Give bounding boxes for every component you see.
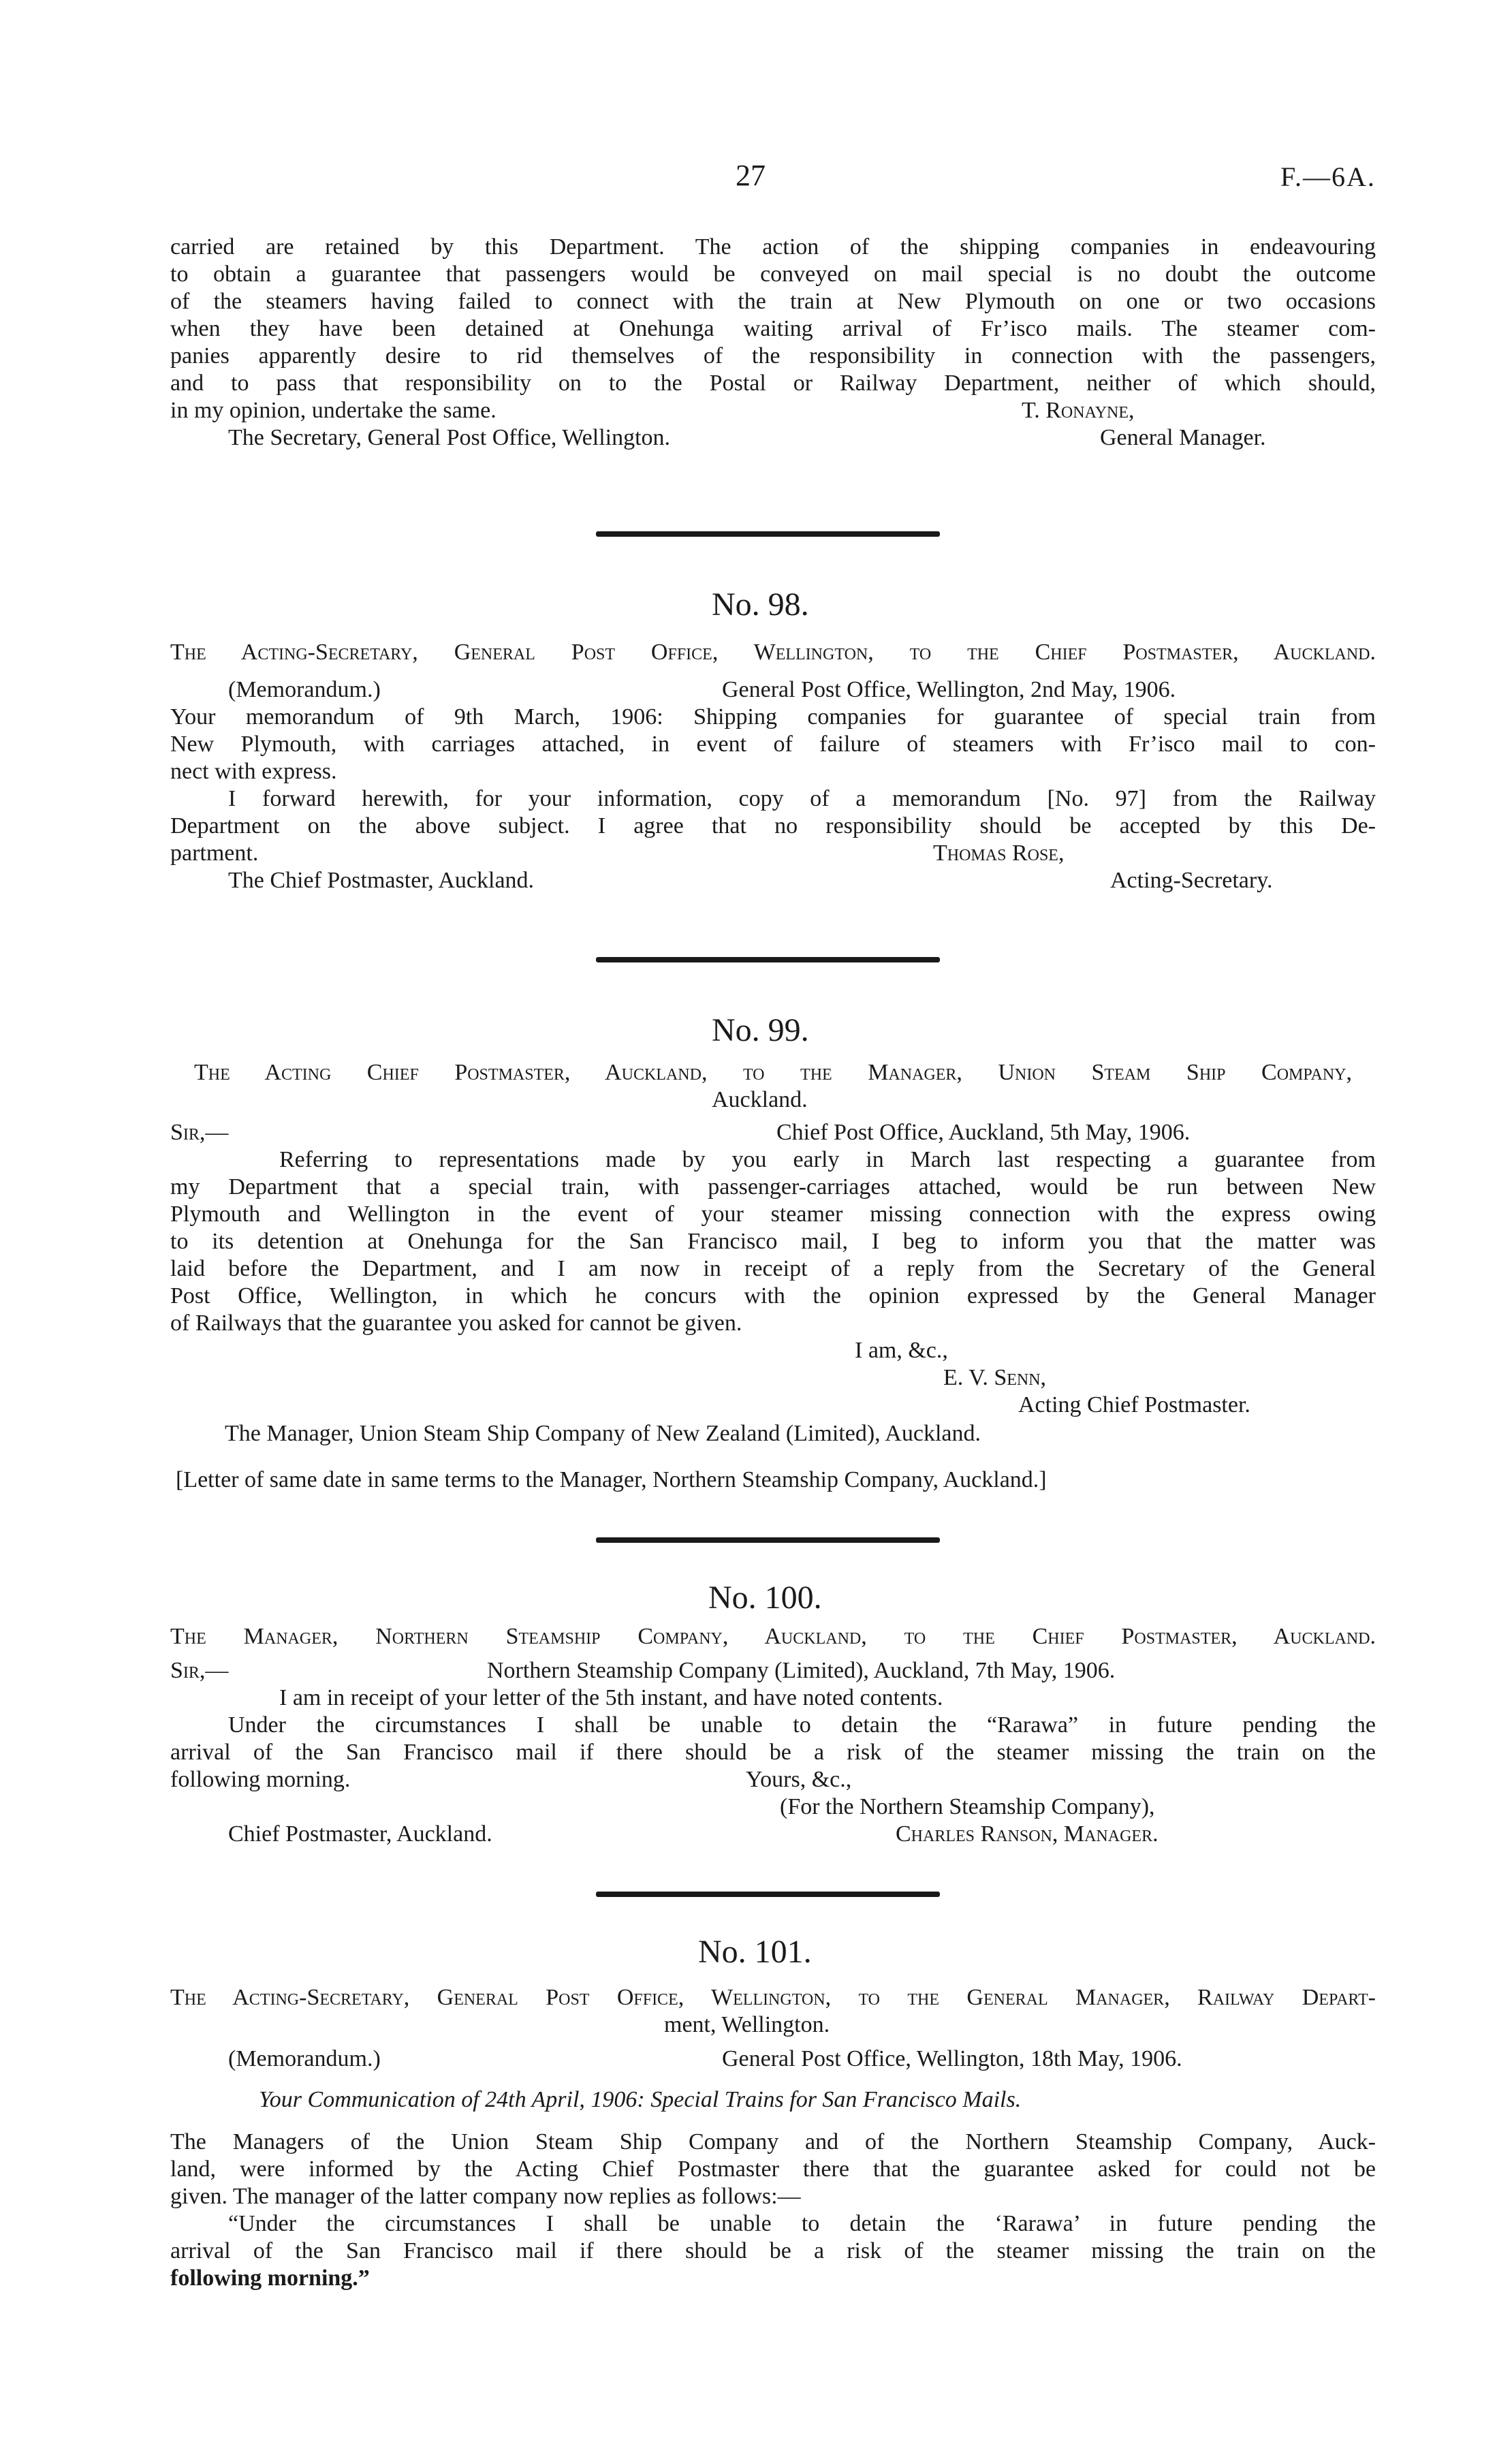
intro-addressee: The Secretary, General Post Office, Wellington. [228,425,671,450]
no99-line-6: Post Office, Wellington, in which he concurs with the opinion expressed by the General Manager [170,1283,1376,1308]
no101-line-2: land, were informed by the Acting Chief Postmaster there that the guarantee asked for could not be [170,2157,1376,2182]
intro-line-7: in my opinion, undertake the same. [170,398,497,423]
no99-addressee: The Manager, Union Steam Ship Company of New Zealand (Limited), Auckland. [225,1421,981,1446]
no98-title: No. 98. [712,586,809,623]
no100-title: No. 100. [708,1580,822,1616]
section-divider [596,1892,940,1897]
no99-signatory: E. V. Senn, [943,1365,1047,1390]
no99-line-1: Referring to representations made by you early in March last respecting a guarantee from [279,1147,1376,1172]
intro-line-1: carried are retained by this Department. The action of the shipping companies in endeavouring [170,234,1376,260]
intro-line-4: when they have been detained at Onehunga waiting arrival of Fr’isco mails. The steamer com- [170,316,1376,341]
no98-line-1: Your memorandum of 9th March, 1906: Shipping companies for guarantee of special train from [170,704,1376,730]
intro-signatory-title: General Manager. [1100,425,1266,450]
no98-signatory: Thomas Rose, [933,841,1065,866]
no100-line-1: I am in receipt of your letter of the 5th instant, and have noted contents. [279,1685,943,1710]
page-number: 27 [736,159,766,192]
no101-line-1: The Managers of the Union Steam Ship Company and of the Northern Steamship Company, Auck- [170,2129,1376,2154]
no101-quote-line-2: arrival of the San Francisco mail if there should be a risk of the steamer missing the train on the [170,2238,1376,2263]
no100-line-2: Under the circumstances I shall be unable to detain the “Rarawa” in future pending the [228,1712,1376,1738]
no99-line-2: my Department that a special train, with passenger-carriages attached, would be run between New [170,1174,1376,1200]
no99-signatory-title: Acting Chief Postmaster. [1018,1392,1250,1417]
no100-addressee: Chief Postmaster, Auckland. [228,1821,492,1847]
no100-line-4: following morning. [170,1767,351,1792]
no99-heading-line-2: Auckland. [712,1087,808,1112]
no100-closing: Yours, &c., [746,1767,852,1792]
no98-line-6: partment. [170,841,259,866]
no98-dateline: General Post Office, Wellington, 2nd May, 1906. [722,677,1176,702]
no99-dateline: Chief Post Office, Auckland, 5th May, 1906. [776,1120,1191,1145]
no98-signatory-title: Acting-Secretary. [1110,868,1273,893]
no99-heading-line-1: The Acting Chief Postmaster, Auckland, to the Manager, Union Steam Ship Company, [194,1060,1352,1085]
no99-closing: I am, &c., [855,1338,948,1363]
no99-line-4: to its detention at Onehunga for the San Francisco mail, I beg to inform you that the matter was [170,1229,1376,1254]
no101-quote-line-1: “Under the circumstances I shall be unable to detain the ‘Rarawa’ in future pending the [228,2211,1376,2236]
no98-addressee: The Chief Postmaster, Auckland. [228,868,535,893]
no100-salutation: Sir,— [170,1658,229,1683]
intro-line-2: to obtain a guarantee that passengers would be conveyed on mail special is no doubt the outcome [170,262,1376,287]
intro-line-6: and to pass that responsibility on to the Postal or Railway Department, neither of which should, [170,371,1376,396]
no101-heading-line-1: The Acting-Secretary, General Post Office, Wellington, to the General Manager, Railway Depart- [170,1985,1376,2010]
no101-title: No. 101. [698,1934,812,1970]
no101-dateline: General Post Office, Wellington, 18th May, 1906. [722,2046,1182,2071]
no101-line-3: given. The manager of the latter company now replies as follows:— [170,2184,801,2209]
no98-line-4: I forward herewith, for your information, copy of a memorandum [No. 97] from the Railway [228,786,1376,811]
no99-salutation: Sir,— [170,1120,229,1145]
document-reference: F.—6A. [1280,161,1376,192]
no98-line-5: Department on the above subject. I agree that no responsibility should be accepted by this De- [170,813,1376,838]
intro-line-3: of the steamers having failed to connect with the train at New Plymouth on one or two occasions [170,289,1376,314]
no99-line-7: of Railways that the guarantee you asked for cannot be given. [170,1311,742,1336]
section-divider [596,957,940,962]
intro-line-5: panies apparently desire to rid themselves of the responsibility in connection with the passengers, [170,343,1376,369]
no100-heading: The Manager, Northern Steamship Company, Auckland, to the Chief Postmaster, Auckland. [170,1624,1376,1649]
no99-line-3: Plymouth and Wellington in the event of your steamer missing connection with the express owing [170,1202,1376,1227]
section-divider [596,531,940,537]
no100-dateline: Northern Steamship Company (Limited), Auckland, 7th May, 1906. [487,1658,1116,1683]
no101-quote-line-3: following morning.” [170,2265,370,2291]
no100-signatory: Charles Ranson, Manager. [896,1821,1159,1847]
no101-subject: Your Communication of 24th April, 1906: Special Trains for San Francisco Mails. [259,2087,1022,2112]
no100-line-3: arrival of the San Francisco mail if there should be a risk of the steamer missing the train on the [170,1740,1376,1765]
no99-line-5: laid before the Department, and I am now in receipt of a reply from the Secretary of the General [170,1256,1376,1281]
section-divider [596,1537,940,1543]
no101-heading-line-2: ment, Wellington. [664,2012,830,2037]
no100-for-line: (For the Northern Steamship Company), [780,1794,1155,1819]
intro-signatory: T. Ronayne, [1022,398,1135,423]
no98-line-3: nect with express. [170,759,337,784]
no101-memo-label: (Memorandum.) [228,2046,381,2071]
no99-title: No. 99. [712,1012,809,1048]
no98-line-2: New Plymouth, with carriages attached, in event of failure of steamers with Fr’isco mail to con- [170,732,1376,757]
no99-note: [Letter of same date in same terms to the Manager, Northern Steamship Company, Auckland.] [176,1467,1047,1492]
no98-memo-label: (Memorandum.) [228,677,381,702]
no98-heading: The Acting-Secretary, General Post Office, Wellington, to the Chief Postmaster, Auckland. [170,640,1376,665]
